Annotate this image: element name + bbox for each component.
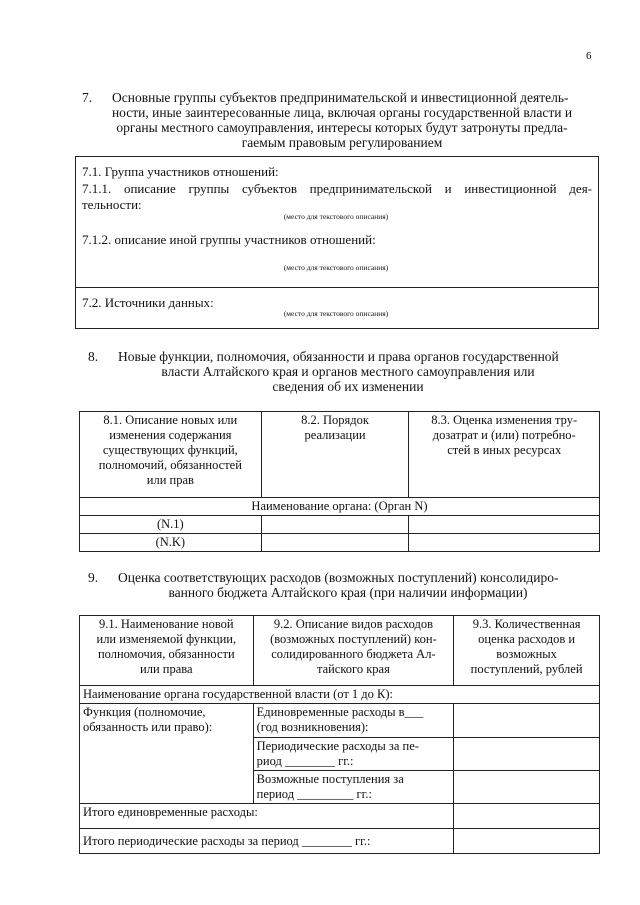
s9-r3-l2: период _________ гг.: (256, 787, 372, 801)
s8-row-n1: (N.1) (80, 516, 262, 534)
s7-711-line-b: тельности: (82, 197, 142, 212)
s8-h3-l3: стей в иных ресурсах (447, 443, 562, 457)
s9-one-time-value (454, 704, 600, 738)
s9-header-1 (80, 616, 254, 686)
s9-h2-l3: солидированного бюджета Ал- (271, 647, 436, 661)
s7-711-line-a: 7.1.1. описание группы субъектов предпринимательской и инвестиционной дея- (82, 181, 592, 196)
s7-placeholder-2: (место для текстового описания) (283, 263, 389, 272)
s9-func-l1: Функция (полномочие, (83, 705, 206, 719)
s9-organ-row: Наименование органа государственной власти (от 1 до К): (80, 686, 600, 704)
s8-row-n1-c3 (409, 516, 600, 534)
section-9-number: 9. (88, 570, 99, 585)
s9-h3-l4: поступлений, рублей (470, 662, 583, 676)
s9-h2-l4: тайского края (316, 662, 390, 676)
section-7-number: 7. (82, 90, 93, 105)
section-7-line-2: ности, иные заинтересованные лица, включая органы государственной власти и (111, 105, 573, 120)
s8-row-nk-c3 (409, 534, 600, 552)
s9-income-cell (253, 771, 454, 804)
section-9-heading (88, 570, 608, 600)
s9-r3-l1: Возможные поступления за (256, 772, 404, 786)
section-7-line-1: Основные группы субъектов предпринимательской и инвестиционной деятель- (112, 90, 569, 105)
s9-h1-l3: полномочия, обязанности (97, 647, 235, 661)
s9-total-periodic-value (454, 829, 600, 854)
s9-periodic-value (454, 738, 600, 771)
s9-total-one-time: Итого единовременные расходы: (80, 804, 454, 829)
s8-h1-l1: 8.1. Описание новых или (103, 413, 238, 427)
s7-placeholder-3: (место для текстового описания) (283, 309, 389, 318)
s9-r1-l1: Единовременные расходы в___ (256, 705, 424, 719)
page-number: 6 (586, 50, 592, 62)
section-7-heading (82, 90, 602, 150)
s9-total-periodic: Итого периодические расходы за период ________ гг.: (80, 829, 454, 854)
s9-h3-l3: возможных (496, 647, 557, 661)
s8-row-n1-c2 (261, 516, 409, 534)
section-7-line-4: гаемым правовым регулированием (241, 135, 443, 150)
s9-r2-l2: риод ________ гг.: (256, 754, 354, 768)
table-row (80, 534, 600, 552)
section-8-number: 8. (88, 349, 99, 364)
s9-function-cell (80, 704, 254, 804)
s9-h1-l1: 9.1. Наименование новой (99, 617, 234, 631)
s8-h1-l3: существующих функций, (102, 443, 238, 457)
s9-h3-l1: 9.3. Количественная (472, 617, 581, 631)
s9-h2-l2: (возможных поступлений) кон- (270, 632, 437, 646)
s9-header-3 (454, 616, 600, 686)
s8-header-1 (80, 412, 262, 498)
s9-h3-l2: оценка расходов и (478, 632, 576, 646)
section-9-line-2: ванного бюджета Алтайского края (при наличии информации) (168, 585, 528, 600)
s9-func-l2: обязанность или право): (83, 720, 213, 734)
s8-header-2 (261, 412, 409, 498)
s8-h1-l4: полномочий, обязанностей (98, 458, 242, 472)
s8-h1-l5: или прав (146, 473, 194, 487)
s7-placeholder-1: (место для текстового описания) (283, 212, 389, 221)
section-9-line-1: Оценка соответствующих расходов (возможных поступлений) консолидиро- (118, 570, 559, 585)
s9-periodic-cell (253, 738, 454, 771)
s8-h2-l2: реализации (304, 428, 366, 442)
s7-group-label: 7.1. Группа участников отношений: (82, 164, 279, 179)
section-8-heading (88, 349, 608, 394)
s9-h1-l2: или изменяемой функции, (96, 632, 237, 646)
s9-r1-l2: (год возникновения): (256, 720, 369, 734)
s9-h2-l1: 9.2. Описание видов расходов (273, 617, 433, 631)
s9-income-value (454, 771, 600, 804)
s8-h2-l1: 8.2. Порядок (301, 413, 369, 427)
section-8-line-1: Новые функции, полномочия, обязанности и права органов государственной (118, 349, 559, 364)
section-8-table (79, 411, 600, 552)
table-row (80, 516, 600, 534)
s9-header-2 (253, 616, 454, 686)
section-9-table (79, 615, 600, 854)
s7-divider (76, 287, 598, 288)
section-7-box (75, 156, 599, 329)
section-7-line-3: органы местного самоуправления, интересы которых будут затронуты предла- (116, 120, 568, 135)
section-8-line-2: власти Алтайского края и органов местного самоуправления или (161, 364, 535, 379)
s9-r2-l1: Периодические расходы за пе- (256, 739, 419, 753)
s8-h1-l2: изменения содержания (109, 428, 232, 442)
s7-sources-label: 7.2. Источники данных: (82, 295, 214, 310)
section-8-line-3: сведения об их изменении (272, 379, 424, 394)
s7-712-label: 7.1.2. описание иной группы участников отношений: (82, 232, 376, 247)
s8-h3-l1: 8.3. Оценка изменения тру- (431, 413, 578, 427)
s8-row-nk-c2 (261, 534, 409, 552)
s8-row-nk: (N.K) (80, 534, 262, 552)
s8-header-3 (409, 412, 600, 498)
s9-one-time-cell (253, 704, 454, 738)
s9-h1-l4: или права (140, 662, 193, 676)
s9-total-one-time-value (454, 804, 600, 829)
s8-h3-l2: дозатрат и (или) потребно- (432, 428, 576, 442)
s8-organ-row: Наименование органа: (Орган N) (80, 498, 600, 516)
